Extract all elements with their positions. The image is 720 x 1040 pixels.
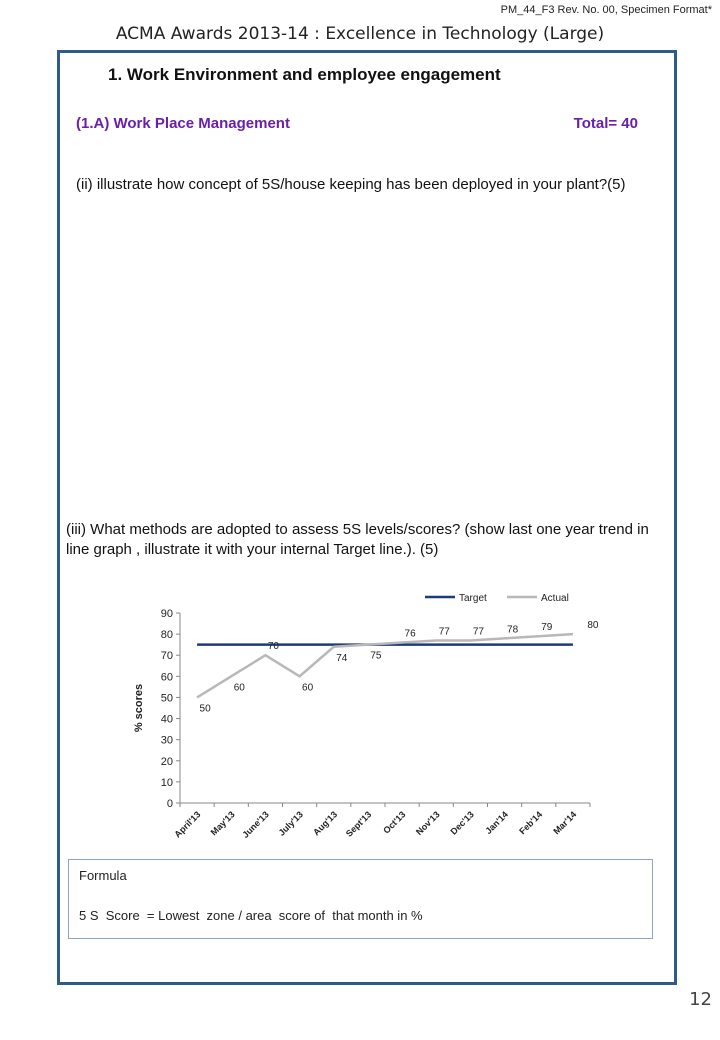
x-tick-label: Dec'13 [448,809,476,837]
x-tick-label: July'13 [276,809,305,838]
y-tick-label: 90 [160,608,173,620]
actual-data-label: 77 [438,626,450,638]
actual-data-label: 79 [541,622,553,634]
x-tick-label: Sept'13 [343,809,374,839]
question-ii: (ii) illustrate how concept of 5S/house keeping has been deployed in your plant?(5) [76,176,626,193]
legend-label-target: Target [459,593,487,604]
y-axis-title: % scores [133,683,145,733]
formula-body: 5 S Score = Lowest zone / area score of that month in % [79,908,423,923]
x-tick-label: Oct'13 [381,809,408,836]
y-tick-label: 30 [160,734,173,747]
y-tick-label: 80 [160,629,173,642]
page-header-title: ACMA Awards 2013-14 : Excellence in Technology (Large) [115,24,605,44]
actual-data-label: 60 [233,682,245,694]
question-iii: (iii) What methods are adopted to assess 5S levels/scores? (show last one year trend in line graph , illustrate it with your internal Target line.). (5) [66,521,649,558]
actual-data-label: 70 [267,641,279,653]
x-tick-label: April'13 [172,809,203,840]
y-tick-label: 50 [160,692,173,705]
total-marks: Total= 40 [573,115,638,132]
chart-series [197,620,599,714]
chart-legend [425,593,569,604]
section-title: 1. Work Environment and employee engagement [108,65,501,84]
actual-data-label: 60 [302,682,314,694]
actual-data-label: 78 [507,624,519,636]
x-tick-label: May'13 [208,809,237,838]
y-tick-label: 10 [160,776,173,789]
actual-data-label: 80 [587,620,599,632]
page-number: 12 [689,989,712,1010]
actual-data-label: 74 [336,652,348,664]
x-tick-label: Mar'14 [551,809,579,837]
chart-axes [133,608,590,840]
score-trend-chart [120,583,600,853]
y-tick-label: 20 [160,755,173,768]
actual-data-label: 77 [472,626,484,638]
y-tick-label: 60 [160,671,173,684]
actual-data-label: 50 [199,703,211,715]
legend-label-actual: Actual [541,593,569,604]
y-tick-label: 40 [160,713,173,726]
y-tick-label: 70 [160,650,173,663]
x-tick-label: Aug'13 [311,809,340,838]
x-tick-label: Nov'13 [413,809,442,838]
spec-format-label: PM_44_F3 Rev. No. 00, Specimen Format* [500,4,712,16]
content-frame [57,50,677,985]
actual-data-label: 76 [404,628,416,640]
y-tick-label: 0 [166,798,173,810]
x-tick-label: June'13 [240,809,271,840]
formula-title: Formula [79,868,127,883]
x-tick-label: Feb'14 [517,809,545,837]
actual-data-label: 75 [370,650,382,662]
formula-box [68,859,653,939]
x-tick-label: Jan'14 [483,809,510,836]
subsection-title: (1.A) Work Place Management [76,115,290,132]
